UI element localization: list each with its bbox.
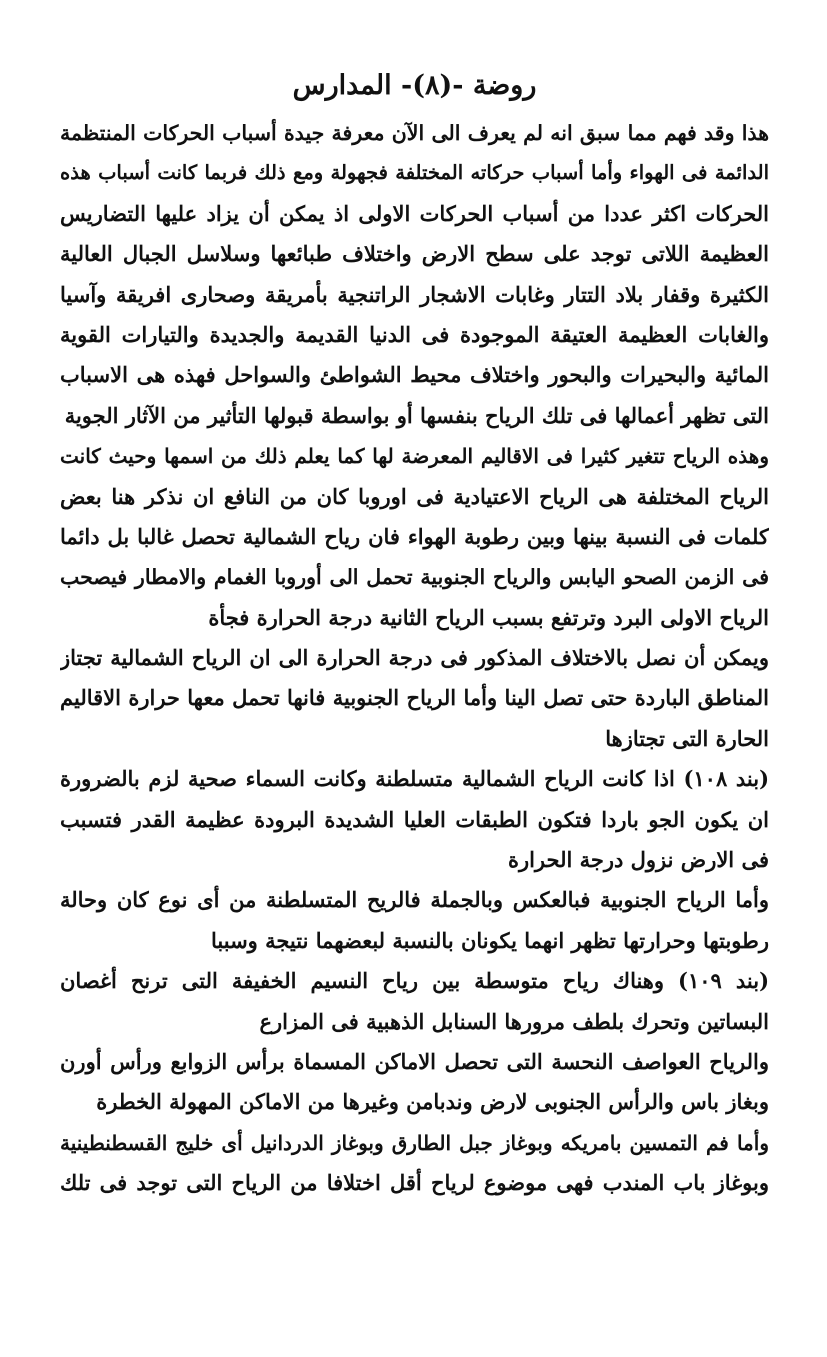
text-line: البساتين وتحرك بلطف مرورها السنابل الذهبية فى المزارع: [259, 1008, 769, 1034]
text-line: فى الزمن الصحو اليابس والرياح الجنوبية تحمل الى أوروبا الغمام والامطار فيصحب: [60, 565, 769, 590]
page-header: روضة -(٨)- المدارس: [292, 70, 537, 101]
text-line: وهذه الرياح تتغير كثيرا فى الاقاليم المعرضة لها كما يعلم ذلك من اسمها وحيث كانت: [60, 444, 769, 469]
text-line: والغابات العظيمة العتيقة الموجودة فى الدنيا القديمة والجديدة والتيارات القوية: [60, 321, 769, 347]
text-line: كلمات فى النسبة بينها وبين رطوبة الهواء فان رياح الشمالية تحصل غالبا بل دائما: [60, 523, 769, 549]
text-line: الكثيرة وقفار بلاد التتار وغابات الاشجار الراتنجية بأمريقة وصحارى افريقة وآسيا: [60, 281, 769, 307]
text-line: وبوغاز باب المندب فهى موضوع لرياح أقل اختلافا من الرياح التى توجد فى تلك: [60, 1170, 769, 1196]
text-line: وأما فم التمسين بامريكه وبوغاز جبل الطارق وبوغاز الدردانيل أى خليج القسطنطينية: [60, 1130, 769, 1155]
text-line: وبغاز باس والرأس الجنوبى لارض وندبامن وغيرها من الاماكن المهولة الخطرة: [96, 1089, 769, 1115]
text-line: هذا وقد فهم مما سبق انه لم يعرف الى الآن معرفة جيدة أسباب الحركات المنتظمة: [60, 121, 769, 145]
text-line: الحارة التى تجتازها: [605, 725, 769, 751]
text-line: العظيمة اللاتى توجد على سطح الارض واختلاف طبائعها وسلاسل الجبال العالية: [60, 241, 769, 267]
text-line: التى تظهر أعمالها فى تلك الرياح بنفسها أو بواسطة قبولها التأثير من الآثار الجوية: [64, 402, 769, 428]
text-line: الرياح المختلفة هى الرياح الاعتيادية فى اوروبا كان من النافع ان نذكر هنا بعض: [60, 483, 769, 509]
text-line: الدائمة فى الهواء وأما أسباب حركاته المختلفة فجهولة ومع ذلك فربما كانت أسباب هذه: [60, 161, 769, 185]
text-line: المائية والبحيرات والبحور واختلاف محيط الشواطئ والسواحل فهذه هى الاسباب: [60, 362, 769, 388]
text-line: الحركات اكثر عددا من أسباب الحركات الاولى اذ يمكن أن يزاد عليها التضاريس: [60, 200, 769, 226]
body-text: [60, 113, 769, 1204]
text-line: فى الارض نزول درجة الحرارة: [507, 847, 769, 873]
text-line: (بند ١٠٨) اذا كانت الرياح الشمالية متسلطنة وكانت السماء صحية لزم بالضرورة: [60, 766, 769, 792]
text-line: والرياح العواصف النحسة التى تحصل الاماكن المسماة برأس الزوابع ورأس أورن: [60, 1048, 769, 1074]
text-line: ان يكون الجو باردا فتكون الطبقات العليا الشديدة البرودة عظيمة القدر فتسبب: [60, 806, 769, 832]
text-line: وأما الرياح الجنوبية فبالعكس وبالجملة فالريح المتسلطنة من أى نوع كان وحالة: [60, 887, 769, 913]
text-line: ويمكن أن نصل بالاختلاف المذكور فى درجة الحرارة الى ان الرياح الشمالية تجتاز: [60, 645, 769, 671]
text-line: (بند ١٠٩) وهناك رياح متوسطة بين رياح النسيم الخفيفة التى ترنح أغصان: [60, 968, 769, 994]
text-line: المناطق الباردة حتى تصل الينا وأما الرياح الجنوبية فانها تحمل معها حرارة الاقاليم: [60, 685, 769, 711]
text-line: الرياح الاولى البرد وترتفع بسبب الرياح الثانية درجة الحرارة فجأة: [208, 604, 769, 630]
text-line: رطوبتها وحرارتها تظهر انهما يكونان بالنسبة لبعضهما نتيجة وسببا: [211, 927, 769, 953]
